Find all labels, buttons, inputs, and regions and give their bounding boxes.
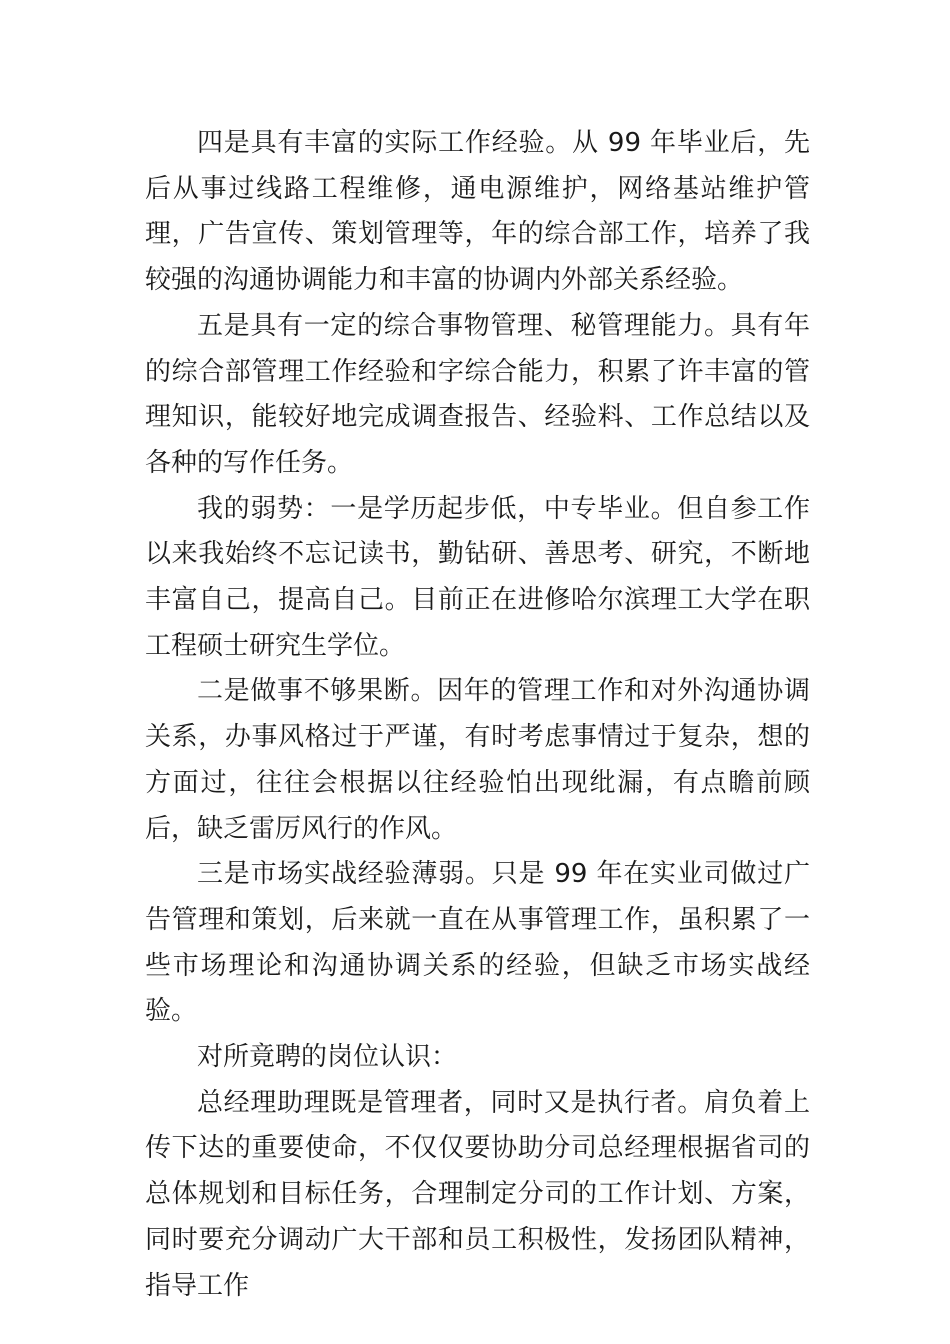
document-body [145,121,810,1309]
paragraph-weakness-one: 我的弱势：一是学历起步低，中专毕业。但自参工作以来我始终不忘记读书，勤钻研、善思考、研究，不断地丰富自己，提高自己。目前正在进修哈尔滨理工大学在职工程硕士研究生学位。 [145,493,810,661]
section-heading-position-understanding: 对所竟聘的岗位认识： [197,1042,458,1073]
paragraph-strength-four: 四是具有丰富的实际工作经验。从 99 年毕业后，先后从事过线路工程维修，通电源维护，网络基站维护管理，广告宣传、策划管理等，年的综合部工作，培养了我较强的沟通协调能力和丰富的协调内外部关系经验。 [145,128,810,296]
paragraph-position-role: 总经理助理既是管理者，同时又是执行者。肩负着上传下达的重要使命，不仅仅要协助分司总经理根据省司的总体规划和目标任务，合理制定分司的工作计划、方案，同时要充分调动广大干部和员工积极性，发扬团队精神，指导工作 [145,1087,810,1301]
paragraph-weakness-three: 三是市场实战经验薄弱。只是 99 年在实业司做过广告管理和策划，后来就一直在从事管理工作，虽积累了一些市场理论和沟通协调关系的经验，但缺乏市场实战经验。 [145,859,810,1027]
paragraph-weakness-two: 二是做事不够果断。因年的管理工作和对外沟通协调关系，办事风格过于严谨，有时考虑事情过于复杂，想的方面过，往往会根据以往经验怕出现纰漏，有点瞻前顾后，缺乏雷厉风行的作风。 [145,676,810,844]
paragraph-strength-five: 五是具有一定的综合事物管理、秘管理能力。具有年的综合部管理工作经验和字综合能力，积累了许丰富的管理知识，能较好地完成调查报告、经验料、工作总结以及各种的写作任务。 [145,310,810,478]
